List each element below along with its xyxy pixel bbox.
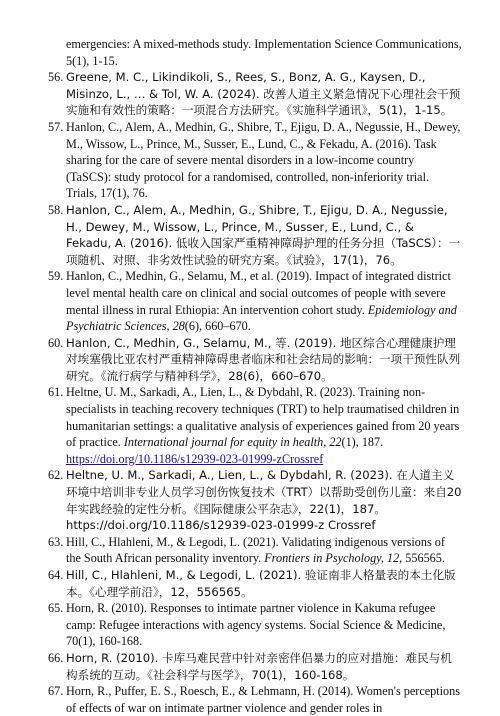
reference-item-61	[48, 384, 462, 467]
reference-number: 62.	[48, 468, 64, 483]
reference-number: 65.	[48, 601, 64, 616]
reference-body	[66, 268, 462, 334]
reference-number: 66.	[48, 650, 64, 665]
reference-body	[66, 384, 462, 467]
reference-text: Hill, C., Hlahleni, M., & Legodi, L. (2021). 验证南非人格量表的本土化版本。《心理学前沿》，12，556565。	[66, 568, 456, 599]
reference-journal: International journal for equity in health, 22	[123, 435, 342, 450]
reference-number: 57.	[48, 119, 64, 134]
reference-item-57	[48, 119, 462, 202]
doi-link[interactable]: https://doi.org/10.1186/s12939-023-01999-zCrossref	[66, 451, 324, 466]
reference-text: Horn, R. (2010). 卡库马难民营中针对亲密伴侣暴力的应对措施：难民与机构系统的互动。《社会科学与医学》，70(1)，160-168。	[66, 650, 452, 682]
reference-text: Hanlon, C., Alem, A., Medhin, G., Shibre, T., Ejigu, D. A., Negussie, H., Dewey, M., Wissow, L., Prince, M., Susser, E., Lund, C., & Fekadu, A. (2016). Task sharing for the care of severe mental disorders in a low-income country (TaSCS): study protocol for a randomised, controlled, non-inferiority trial. Trials, 17(1), 76.	[66, 119, 461, 201]
reference-item-66	[48, 650, 462, 683]
reference-item-56	[48, 69, 462, 119]
reference-text: Horn, R. (2010). Responses to intimate partner violence in Kakuma refugee camp: Refugee interactions with agency systems. Social Science & Medicine, 70(1), 160-168.	[66, 601, 446, 649]
reference-number: 56.	[48, 70, 64, 85]
reference-item-60	[48, 335, 462, 385]
reference-item-58	[48, 202, 462, 268]
reference-text: Hill, C., Hlahleni, M., & Legodi, L. (2021). Validating indigenous versions of the South African personality inventory.	[66, 534, 445, 566]
reference-text: Greene, M. C., Likindikoli, S., Rees, S., Bonz, A. G., Kaysen, D., Misinzo, L., … & Tol, W. A. (2024). 改善人道主义紧急情况下心理社会干预实施和有效性的策略：一项混合方法研究。《实施科学通讯》，5(1)，1-15。	[66, 70, 461, 118]
reference-text: Horn, R., Puffer, E. S., Roesch, E., & Lehmann, H. (2014). Women's perceptions of effects of war on intimate partner violence and gender roles in	[66, 684, 460, 715]
reference-tail: (1), 187.	[341, 435, 384, 450]
reference-number: 59.	[48, 269, 64, 284]
reference-text: Hanlon, C., Medhin, G., Selamu, M., et al. (2019). Impact of integrated district level mental health care on clinical and social outcomes of people with severe mental illness in rural Ethiopia: An intervention cohort study.	[66, 269, 451, 317]
reference-item-64	[48, 567, 462, 600]
reference-body	[66, 534, 462, 567]
reference-number: 58.	[48, 202, 64, 217]
reference-text: Hanlon, C., Medhin, G., Selamu, M., 等. (2019). 地区综合心理健康护理对埃塞俄比亚农村严重精神障碍患者临床和社会结局的影响：一项干预性队列研究。《流行病学与精神科学》，28(6)，660–670。	[66, 335, 461, 383]
reference-item-65	[48, 600, 462, 650]
reference-list	[48, 36, 462, 716]
reference-number: 63.	[48, 534, 64, 549]
reference-text: Heltne, U. M., Sarkadi, A., Lien, L., & Dybdahl, R. (2023). 在人道主义环境中培训非专业人员学习创伤恢复技术（TRT）以帮助受创伤儿童：来自20年实践经验的定性分析。《国际健康公平杂志》，22(1)，187。https://doi.org/10.1186/s12939-023-01999-z Crossref	[66, 468, 462, 533]
reference-item-62	[48, 467, 462, 533]
reference-tail: (6), 660–670.	[184, 319, 251, 334]
reference-item-67	[48, 683, 462, 716]
reference-continuation: emergencies: A mixed-methods study. Implementation Science Communications, 5(1), 1-15.	[66, 37, 462, 68]
reference-number: 67.	[48, 684, 64, 699]
reference-text: Hanlon, C., Alem, A., Medhin, G., Shibre, T., Ejigu, D. A., Negussie, H., Dewey, M., Wissow, L., Prince, M., Susser, E., Lund, C., & Fekadu, A. (2016). 低收入国家严重精神障碍护理的任务分担（TaSCS）：一项随机、对照、非劣效性试验的研究方案。《试验》，17(1)，76。	[66, 202, 461, 267]
reference-journal: Frontiers in Psychology, 12,	[264, 551, 403, 566]
reference-item-63	[48, 534, 462, 567]
reference-number: 60.	[48, 335, 64, 350]
reference-item-59	[48, 268, 462, 334]
reference-journal: Epidemiology and Psychiatric Sciences, 28	[66, 302, 457, 334]
reference-tail: 556565.	[402, 551, 445, 566]
reference-number: 64.	[48, 568, 64, 582]
reference-text: Heltne, U. M., Sarkadi, A., Lien, L., & Dybdahl, R. (2023). Training non-specialists in teaching recovery techniques (TRT) to help traumatised children in humanitarian settings: a qualitative analysis of experiences gained from 20 years of practice.	[66, 385, 460, 450]
reference-number: 61.	[48, 385, 64, 400]
